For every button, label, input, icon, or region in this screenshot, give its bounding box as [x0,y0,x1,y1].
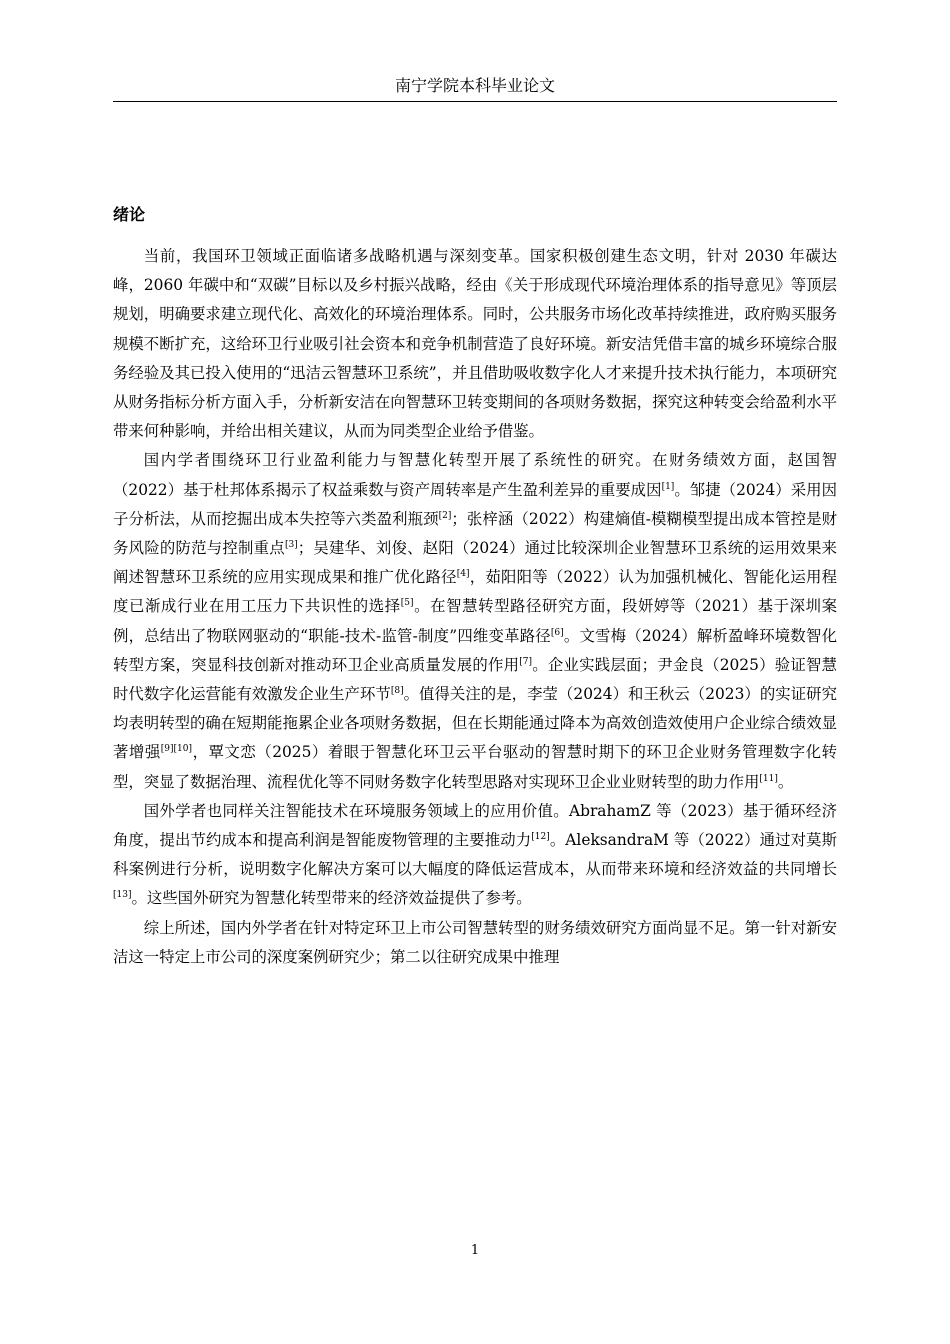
section-heading: 绪论 [113,205,146,224]
text-run: ；吴建华、刘俊、赵阳（2024）通过比较深圳企业智慧环卫系统的运用效果来阐述智慧环卫系统的应用实现成果和推广优化路径 [113,539,837,587]
paragraph-3 [113,797,837,914]
text-run: 国外学者也同样关注智能技术在环境服务领域上的应用价值。AbrahamZ 等（2023）基于循环经济角度，提出节约成本和提高利润是智能废物管理的主要推动力 [113,801,837,850]
citation-marker: [1] [661,481,675,492]
paragraph-4 [113,914,837,972]
citation-marker: [6] [550,627,564,638]
text-run: 。这些国外研究为智慧化转型带来的经济效益提供了参考。 [131,889,532,908]
text-run: ；张梓涵（2022）构建熵值-模糊模型提出成本管控是财务风险的防范与控制重点 [113,509,837,558]
text-run: 。企业实践层面；尹金良（2025）验证智慧时代数字化运营能有效激发企业生产环节 [113,655,837,704]
citation-marker: [12] [531,831,550,842]
citation-marker: [13] [113,890,132,901]
text-run: 。在智慧转型路径研究方面，段妍婷等（2021）基于深圳案例，总结出了物联网驱动的“职能-技术-监管-制度”四维变革路径 [113,597,837,645]
running-header: 南宁学院本科毕业论文 [394,76,555,95]
text-run: ，覃文恋（2025）着眼于智慧化环卫云平台驱动的智慧时期下的环卫企业财务管理数字化转型，突显了数据治理、流程优化等不同财务数字化转型思路对实现环卫企业业财转型的助力作用 [113,743,837,791]
citation-marker: [5] [400,598,414,609]
citation-marker: [7] [519,656,532,667]
citation-marker: [3] [284,539,298,550]
body-text [113,242,837,972]
paragraph-1 [113,242,837,446]
text-run: ，茹阳阳等（2022）认为加强机械化、智能化运用程度已渐成行业在用工压力下共识性的选择 [113,568,837,616]
header-rule [113,101,837,102]
text-run: 。文雪梅（2024）解析盈峰环境数智化转型方案，突显科技创新对推动环卫企业高质量发展的作用 [113,626,837,674]
paragraph-2 [113,446,837,796]
citation-marker: [2] [438,510,452,521]
text-run: 。AleksandraM 等（2022）通过对莫斯科案例进行分析，说明数字化解决方案可以大幅度的降低运营成本，从而带来环境和经济效益的共同增长 [113,831,837,879]
citation-marker: [8] [390,685,404,696]
text-run: 。邹捷（2024）采用因子分析法，从而挖掘出成本失控等六类盈利瓶颈 [113,480,838,528]
text-run: 。值得关注的是，李莹（2024）和王秋云（2023）的实证研究均表明转型的确在短期能拖累企业各项财务数据，但在长期能通过降本为高效创造效使用户企业综合绩效显著增强 [113,685,837,762]
text-run: 国内学者围绕环卫行业盈利能力与智慧化转型开展了系统性的研究。在财务绩效方面，赵国智（2022）基于杜邦体系揭示了权益乘数与资产周转率是产生盈利差异的重要成因 [113,451,837,499]
page-number: 1 [470,1243,480,1258]
text-run: 综上所述，国内外学者在针对特定环卫上市公司智慧转型的财务绩效研究方面尚显不足。第一针对新安洁这一特定上市公司的深度案例研究少；第二以往研究成果中推理 [113,918,837,966]
text-run: 。 [777,772,794,791]
text-run: 当前，我国环卫领域正面临诸多战略机遇与深刻变革。国家积极创建生态文明，针对 2030 年碳达峰，2060 年碳中和“双碳”目标以及乡村振兴战略，经由《关于形成现代环境治理体系的指导意见》等顶层规划，明确要求建立现代化、高效化的环境治理体系。同时，公共服务市场化改革持续推进，政府购买服务规模不断扩充，这给环卫行业吸引社会资本和竞争机制营造了良好环境。新安洁凭借丰富的城乡环境综合服务经验及其已投入使用的“迅洁云智慧环卫系统”，并且借助吸收数字化人才来提升技术执行能力，本项研究从财务指标分析方面入手，分析新安洁在向智慧环卫转变期间的各项财务数据，探究这种转变会给盈利水平带来何种影响，并给出相关建议，从而为同类型企业给予借鉴。 [113,247,837,441]
citation-marker: [4] [456,569,470,580]
citation-marker: [11] [759,773,778,784]
citation-marker: [9][10] [160,744,193,755]
